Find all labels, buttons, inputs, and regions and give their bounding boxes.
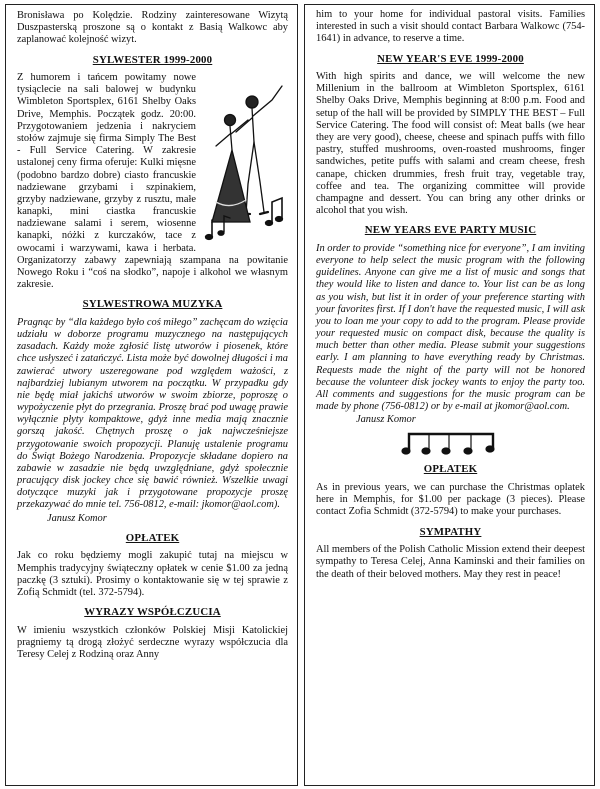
muzyka-text: Pragnąc by “dla każdego było coś miłego” zachęcam do wzięcia udziału w doborze programu muzycznego na następujących zasadach. Każdy może zgłosić listę utworów i piosenek, które chce usłyszeć i zatańczyć. Lista może być dowolnej długości i ma zawierać utwory uszeregowane pod względem ważości, z najbardziej lubianym utworem na początku. W przypadku gdy nie będę miał jakichś utworów w swoim zbiorze, poproszę o wypożyczenie płyt do przegrania. Proszę brać pod uwagę prawie wyłącznie płyty kompaktowe, gdyż inne media mają znacznie gorszą jakość. Chętnych proszę o jak najwcześniejsze przygotowanie swoich propozycji. Planuję ustalenie programu do Świąt Bożego Narodzenia. Propozycje składane dopiero na zabawie w zasadzie nie będą uwzględniane, gdyż społecznie pracujący disk jockey chce się bawić również. Wszelkie uwagi dotyczące muzyki jak i przygotowane propozycje proszę przekazywać do mnie tel. 756-0812, e-mail: jkomor@aol.com). xyxy=(17,316,288,511)
muzyka-signature: Janusz Komor xyxy=(47,512,107,524)
party-music-signature: Janusz Komor xyxy=(356,414,416,426)
sylwester-text: Z humorem i tańcem powitamy nowe tysiąclecie na sali balowej w budynku Wimbleton Sportsplex, 6161 Shelby Oaks Drive, Memphis. Początek godz. 20:00. Przygotowaniem jedzenia i nakryciem stołów zajmuje się firma Simply The Best - Full Service Catering. W zakresie ustalonej ceny firma oferuje: Kulki mięsne (podobno bardzo dobre) ciasto francuskie nadziewane grzybami i szpinakiem, grzyby nadziewane, grzyby z rusztu, małe kanapki, mini ciastka francuskie nadziewane salami i serem, wiosenne kanapki, nóżki z kurczaków, tace z owocami i warzywami, kawa i herbata. Organizatorzy zabawy zapewniają szampana na powitanie Nowego Roku i “coś na słodko”, napoje i alkohol we własnym zakresie. xyxy=(17,72,288,291)
dancing-couple-icon xyxy=(202,72,292,242)
music-notes-icon xyxy=(401,430,501,456)
right-column-english xyxy=(304,4,595,786)
party-music-heading: NEW YEARS EVE PARTY MUSIC xyxy=(364,224,537,237)
nye-heading: NEW YEAR'S EVE 1999-2000 xyxy=(377,52,524,65)
wyrazy-text: W imieniu wszystkich członków Polskiej Misji Katolickiej pragniemy tą drogą złożyć serdeczne wyrazy współczucia dla Teresy Celej z Rodziną oraz Anny xyxy=(17,624,288,661)
party-music-text: In order to provide “something nice for everyone”, I am inviting everyone to help select the music program with the following guidelines. Anyone can give me a list of music and songs that they would like to listen and dance to. Your list can be as long as you wish, but list it in order of your preference starting with your favorites first. If I don't have the requested music, I will ask you to loan me your copy to add to the program. Please provide your requested music on compact disk, because the quality is much better than other media. Please submit your suggestions early. I am planning to have everything ready by Christmas. Requests made the night of the party will not be honored because the volunteer disk jockey wants to enjoy the party too. All comments and suggestions for the music program can be made by phone (756-0812) or by e-mail at jkomor@aol.com. xyxy=(316,242,585,413)
oplatek-text-en: As in previous years, we can purchase the Christmas oplatek here in Memphis, for $1.00 per package (3 pieces). Please contact Zofia Schmidt (372-5794) to make your purchases. xyxy=(316,482,585,518)
muzyka-heading: SYLWESTROWA MUZYKA xyxy=(82,298,223,311)
wyrazy-heading: WYRAZY WSPÓŁCZUCIA xyxy=(84,606,221,619)
oplatek-text-pl: Jak co roku będziemy mogli zakupić tutaj na miejscu w Memphis tradycyjny świąteczny opłatek w cenie $1.00 za jedną paczkę (3 sztuki). Prosimy o kontaktowanie się w tej sprawie z Zofią Schmidt (tel. 372-5794). xyxy=(17,550,288,598)
left-column-polish xyxy=(5,4,298,786)
oplatek-heading-pl: OPŁATEK xyxy=(125,531,180,544)
pastoral-visit-text-en: him to your home for individual pastoral visits. Families interested in such a visit should contact Barbara Walkowc (754-1641) in advance, to reserve a time. xyxy=(316,9,585,45)
oplatek-heading-en: OPŁATEK xyxy=(423,463,478,476)
nye-text: With high spirits and dance, we will welcome the new Millenium in the ballroom at Wimbleton Sportsplex, 6161 Shelby Oaks Drive, Memphis beginning at 8:00 p.m. Food and setup of the hall will be provided by SIMPLY THE BEST – Full Service Catering. The food will consist of: Meat balls (we hear they are very good), cheese, cheese and spinach puffs with fillo pastry, stuffed mushrooms, oven-roasted mushrooms, finger sandwiches, petite puffs with salami and cream cheese, fresh canape, chicken drummies, fresh fruit tray, vegetable tray, coffee and tea. The organizing committee will provide champagne and dessert. You can bring any other drinks or alcohol that you wish. xyxy=(316,71,585,217)
sylwester-heading: SYLWESTER 1999-2000 xyxy=(92,53,213,66)
sympathy-heading: SYMPATHY xyxy=(419,525,482,538)
pastoral-visit-text-pl: Bronisława po Kolędzie. Rodziny zainteresowane Wizytą Duszpasterską proszone są o kontakt z Basią Walkowc aby zaplanować kolejność wizyt. xyxy=(17,10,288,46)
sympathy-text: All members of the Polish Catholic Mission extend their deepest sympathy to Teresa Celej, Anna Kaminski and their families on the death of their beloved mothers. May they rest in peace! xyxy=(316,544,585,580)
